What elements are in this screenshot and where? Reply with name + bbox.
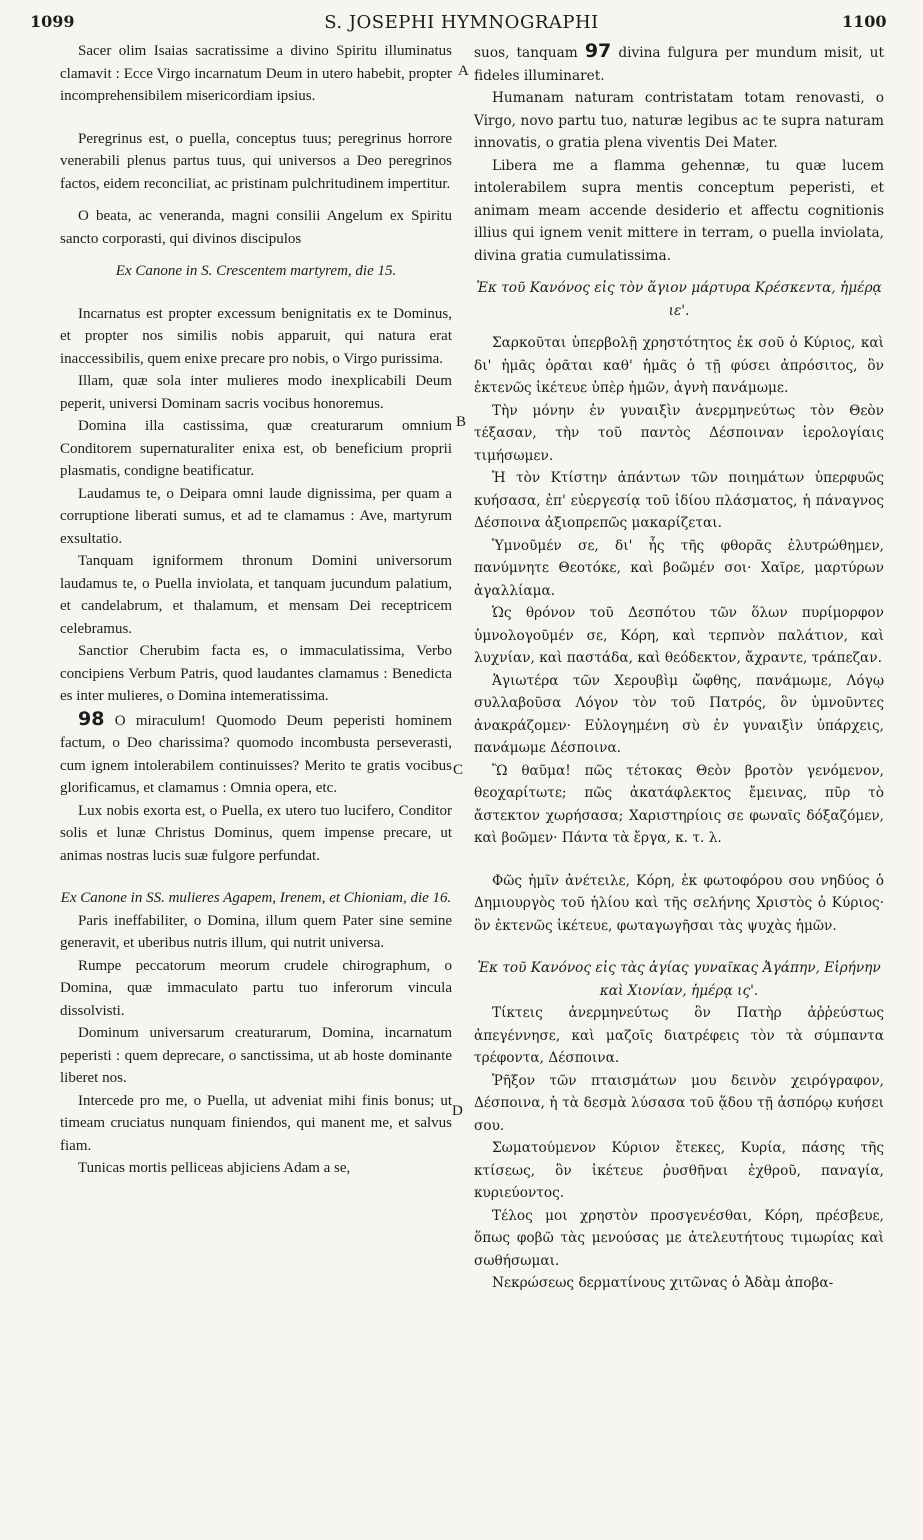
margin-letter-c: C [453, 762, 464, 778]
latin-paragraph-text: O miraculum! Quomodo Deum peperisti hominem factum, o Deo charissima? quomodo incombusta perseverasti, cum ignem intolerabilem continuisses? Merito te gratis vocibus glorificamus, et clamamus : Omnia opera, etc. [60, 712, 452, 796]
greek-paragraph: Σαρκοῦται ὑπερβολῇ χρηστότητος ἐκ σοῦ ὁ Κύριος, καὶ δι' ἡμᾶς ὁρᾶται καθ' ἡμᾶς ὁ τῇ φύσει ἀπρόσιτος, ὃν ἐκτενῶς ἱκέτευε ὑπὲρ ἡμῶν, ἁγνὴ πανάμωμε. [474, 335, 884, 396]
latin-paragraph: O beata, ac veneranda, magni consilii Angelum ex Spiritu sancto corporasti, qui divinos discipulos [60, 208, 452, 247]
column-number-97: 97 [584, 40, 612, 62]
latin-paragraph: Dominum universarum creaturarum, Domina, incarnatum peperisti : quem deprecare, o sanctissima, ut ab hoste dominante liberet nos. [60, 1025, 452, 1086]
greek-paragraph: Ἁγιωτέρα τῶν Χερουβὶμ ὤφθης, πανάμωμε, Λόγῳ συλλαβοῦσα Λόγον τὸν τοῦ Πατρός, ὃν ὑμνοῦντες ἀνακράζομεν· Εὐλογημένη σὺ ἐν γυναιξὶν ὑπάρχεις, πανάμωμε Δέσποινα. [474, 672, 884, 756]
greek-paragraph: Τέλος μοι χρηστὸν προσγενέσθαι, Κόρη, πρέσβευε, ὅπως φοβῶ τὰς μενούσας με ἀτελευτήτους τιμωρίας καὶ σωθήσωμαι. [474, 1207, 884, 1269]
latin-paragraph: Incarnatus est propter excessum benignitatis ex te Dominus, et propter nos similis nobis apparuit, qui natura erat inaccessibilis, quem enixe precare pro nobis, o Virgo purissima. [60, 305, 452, 367]
greek-paragraph: Φῶς ἡμῖν ἀνέτειλε, Κόρη, ἐκ φωτοφόρου σου νηδύος ὁ Δημιουργὸς τοῦ ἡλίου καὶ τῆς σελήνης Χριστὸς ὁ Κύριος· ὃν ἐκτενῶς ἱκέτευε, φωταγωγῆσαι τὰς ψυχὰς ἡμῶν. [474, 872, 884, 934]
greek-paragraph: Τίκτεις ἀνερμηνεύτως ὃν Πατὴρ ἀῤῥεύστως ἀπεγέννησε, καὶ μαζοῖς διατρέφεις τὸν τὰ σύμπαντα τρέφοντα, Δέσποινα. [474, 1005, 884, 1066]
margin-letter-d: D [452, 1103, 463, 1119]
latin-paragraph: Tanquam igniformem thronum Domini universorum laudamus te, o Puella inviolata, et tanquam jucundum palatium, et candelabrum, et thalamum, et mensam Dei receptricem celebramus. [60, 553, 452, 637]
running-title: S. JOSEPHI HYMNOGRAPHI [324, 12, 599, 33]
latin-continuation-end: divina fulgura per mundum misit, ut fideles illuminaret. [474, 45, 884, 84]
latin-paragraph: Tunicas mortis pelliceas abjiciens Adam a se, [78, 1160, 351, 1176]
latin-paragraph: Sacer olim Isaias sacratissime a divino Spiritu illuminatus clamavit : Ecce Virgo incarnatum Deum in utero habebit, propter incomprehensibilem misericordiam ipsius. [60, 43, 452, 104]
latin-paragraph: Illam, quæ sola inter mulieres modo inexplicabili Deum peperit, universi Dominam sacris vocibus honoremus. [60, 373, 452, 412]
latin-section-heading: Ex Canone in SS. mulieres Agapem, Irenem, et Chioniam, die 16. [60, 890, 452, 906]
greek-column [474, 40, 884, 1295]
latin-paragraph: Humanam naturam contristatam totam renovasti, o Virgo, novo partu tuo, naturæ legibus ac te supra naturam innovatis, o gratia plena viventis Dei Mater. [474, 90, 884, 151]
latin-paragraph: Lux nobis exorta est, o Puella, ex utero tuo lucifero, Conditor solis et lunæ Christus Dominus, quem impense precare, ut animas nostras lucis suæ fulgore perfundat. [60, 802, 452, 864]
greek-paragraph: Ὢ θαῦμα! πῶς τέτοκας Θεὸν βροτὸν γενόμενον, θεοχαρίτωτε; πῶς ἀκατάφλεκτος ἔμεινας, πῦρ τὸ ἄστεκτον χωρήσασα; Χαριστηρίοις σε φωναῖς δόξαζόμεν, καὶ βοῶμεν· Πάντα τὰ ἔργα, κ. τ. λ. [474, 762, 884, 846]
latin-paragraph: Paris ineffabiliter, o Domina, illum quem Pater sine semine generavit, et uberibus nutris illum, qui nutrit universa. [60, 912, 452, 951]
greek-paragraph: Σωματούμενον Κύριον ἔτεκες, Κυρία, πάσης τῆς κτίσεως, ὃν ἱκέτευε ῥυσθῆναι ἐχθροῦ, παναγία, κυριεύοντος. [474, 1140, 884, 1201]
margin-letter-a: A [458, 63, 469, 79]
latin-continuation [474, 40, 884, 87]
latin-column [60, 40, 452, 1180]
latin-continuation-start: suos, tanquam [474, 45, 578, 61]
greek-paragraph: Ὡς θρόνον τοῦ Δεσπότου τῶν ὅλων πυρίμορφον ὑμνολογοῦμέν σε, Κόρη, καὶ τερπνὸν παλάτιον, καὶ λυχνίαν, καὶ παστάδα, καὶ θεόδεκτον, ἄχραντε, τράπεζαν. [474, 605, 884, 666]
latin-section-heading: Ex Canone in S. Crescentem martyrem, die 15. [115, 263, 397, 279]
left-page-number: 1099 [30, 12, 75, 31]
latin-paragraph: Laudamus te, o Deipara omni laude dignissima, per quam a corruptione liberati sumus, et ad te clamamus : Ave, martyrum exsultatio. [60, 485, 452, 547]
latin-paragraph-98 [60, 708, 452, 800]
greek-paragraph: Ὑμνοῦμέν σε, δι' ἧς τῆς φθορᾶς ἐλυτρώθημεν, πανύμνητε Θεοτόκε, καὶ βοῶμέν σοι· Χαῖρε, μαρτύρων ἀγαλλίαμα. [474, 537, 884, 599]
right-page-number: 1100 [842, 12, 887, 31]
latin-paragraph: Rumpe peccatorum meorum crudele chirographum, o Domina, quæ immaculato partu tuo inferorum vincula dissolvisti. [60, 957, 452, 1019]
latin-paragraph: Intercede pro me, o Puella, ut adveniat mihi finis bonus; ut timeam cruciatus nunquam finiendos, qui manent me, et salvus fiam. [60, 1092, 452, 1154]
latin-paragraph: Sanctior Cherubim facta es, o immaculatissima, Verbo concipiens Verbum Patris, quod laudantes clamamus : Benedicta es inter mulieres, o Domina intemeratissima. [60, 643, 452, 704]
greek-section-heading: Ἐκ τοῦ Κανόνος εἰς τὸν ἅγιον μάρτυρα Κρέσκεντα, ἡμέρᾳ ιε'. [476, 280, 882, 319]
latin-paragraph: Domina illa castissima, quæ creaturarum omnium Conditorem supernaturaliter enixa est, ob beneficium proprii plasmatis, condigne beatificatur. [60, 418, 452, 479]
latin-paragraph: Peregrinus est, o puella, conceptus tuus; peregrinus horrore venerabili plenus partus tuus, qui universos a Deo peregrinos factos, eidem reconciliat, ac pristinam pulchritudinem impertitur. [60, 130, 452, 192]
latin-paragraph: Libera me a flamma gehennæ, tu quæ lucem intolerabilem supra mentis conceptum peperisti, et animam meam accende desiderio et affectu cognitionis illius qui ignem venit mittere in terram, o puella inviolata, divina gratia cumulatissima. [474, 157, 884, 264]
greek-paragraph: Τὴν μόνην ἐν γυναιξὶν ἀνερμηνεύτως τὸν Θεὸν τέξασαν, τὴν τοῦ παντὸς Δέσποιναν ἱερολογίαις τιμήσωμεν. [474, 402, 884, 464]
margin-letter-b: B [456, 414, 467, 430]
page-header [0, 0, 923, 40]
greek-paragraph: Ῥῆξον τῶν πταισμάτων μου δεινὸν χειρόγραφον, Δέσποινα, ἡ τὰ δεσμὰ λύσασα τοῦ ᾅδου τῇ ἀσπόρῳ κυήσει σου. [474, 1072, 884, 1134]
greek-paragraph: Νεκρώσεως δερματίνους χιτῶνας ὁ Ἀδὰμ ἀποβα- [492, 1275, 834, 1291]
greek-paragraph: Ἡ τὸν Κτίστην ἁπάντων τῶν ποιημάτων ὑπερφυῶς κυήσασα, ἐπ' εὐεργεσίᾳ τοῦ ἰδίου πλάσματος, ἡ πάναγνος Δέσποινα ἀξιοπρεπῶς μακαρίζεται. [474, 470, 884, 531]
greek-section-heading: Ἐκ τοῦ Κανόνος εἰς τὰς ἁγίας γυναῖκας Ἀγάπην, Εἰρήνην καὶ Χιονίαν, ἡμέρᾳ ις'. [477, 960, 881, 999]
column-number-98: 98 [78, 707, 105, 730]
